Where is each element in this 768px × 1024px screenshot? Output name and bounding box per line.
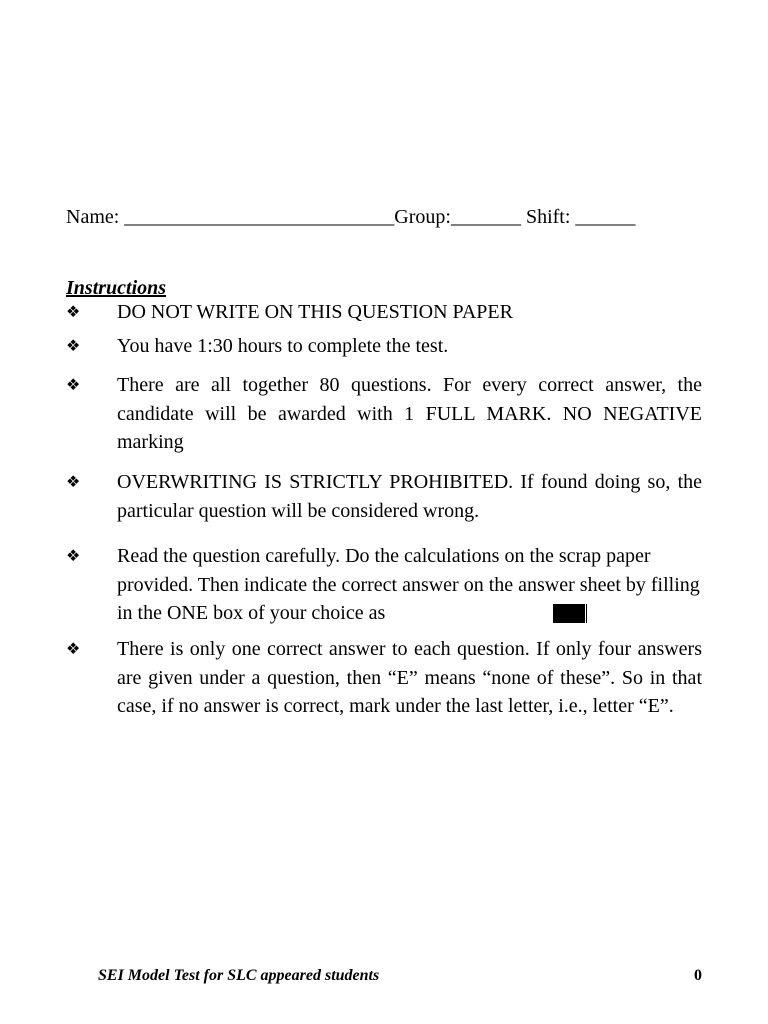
instruction-text: Read the question carefully. Do the calculations on the scrap paper provided. Then indicate the correct answer on the answer sheet by filling in the ONE box of your choice as <box>117 545 700 624</box>
instruction-text: OVERWRITING IS STRICTLY PROHIBITED. If found doing so, the particular question will be considered wrong. <box>117 471 702 522</box>
footer-title: SEI Model Test for SLC appeared students <box>98 967 380 984</box>
name-group-shift-line: Name: ___________________________Group:_______ Shift: ______ <box>66 206 636 228</box>
filled-answer-box-example <box>553 604 585 623</box>
instruction-text: There are all together 80 questions. For every correct answer, the candidate will be awarded with 1 FULL MARK. NO NEGATIVE marking <box>117 374 702 453</box>
diamond-bullet-icon: ❖ <box>66 639 81 658</box>
instruction-text: You have 1:30 hours to complete the test. <box>117 335 449 357</box>
page-number: 0 <box>694 967 702 984</box>
diamond-bullet-icon: ❖ <box>66 546 81 565</box>
instructions-heading: Instructions <box>66 277 167 299</box>
diamond-bullet-icon: ❖ <box>66 472 81 491</box>
diamond-bullet-icon: ❖ <box>66 302 81 321</box>
diamond-bullet-icon: ❖ <box>66 336 81 355</box>
instruction-text: DO NOT WRITE ON THIS QUESTION PAPER <box>117 301 513 323</box>
diamond-bullet-icon: ❖ <box>66 375 81 394</box>
instruction-text: There is only one correct answer to each question. If only four answers are given under a question, then “E” means “none of these”. So in that case, if no answer is correct, mark under the last letter, i.e., letter “E”. <box>117 638 702 717</box>
